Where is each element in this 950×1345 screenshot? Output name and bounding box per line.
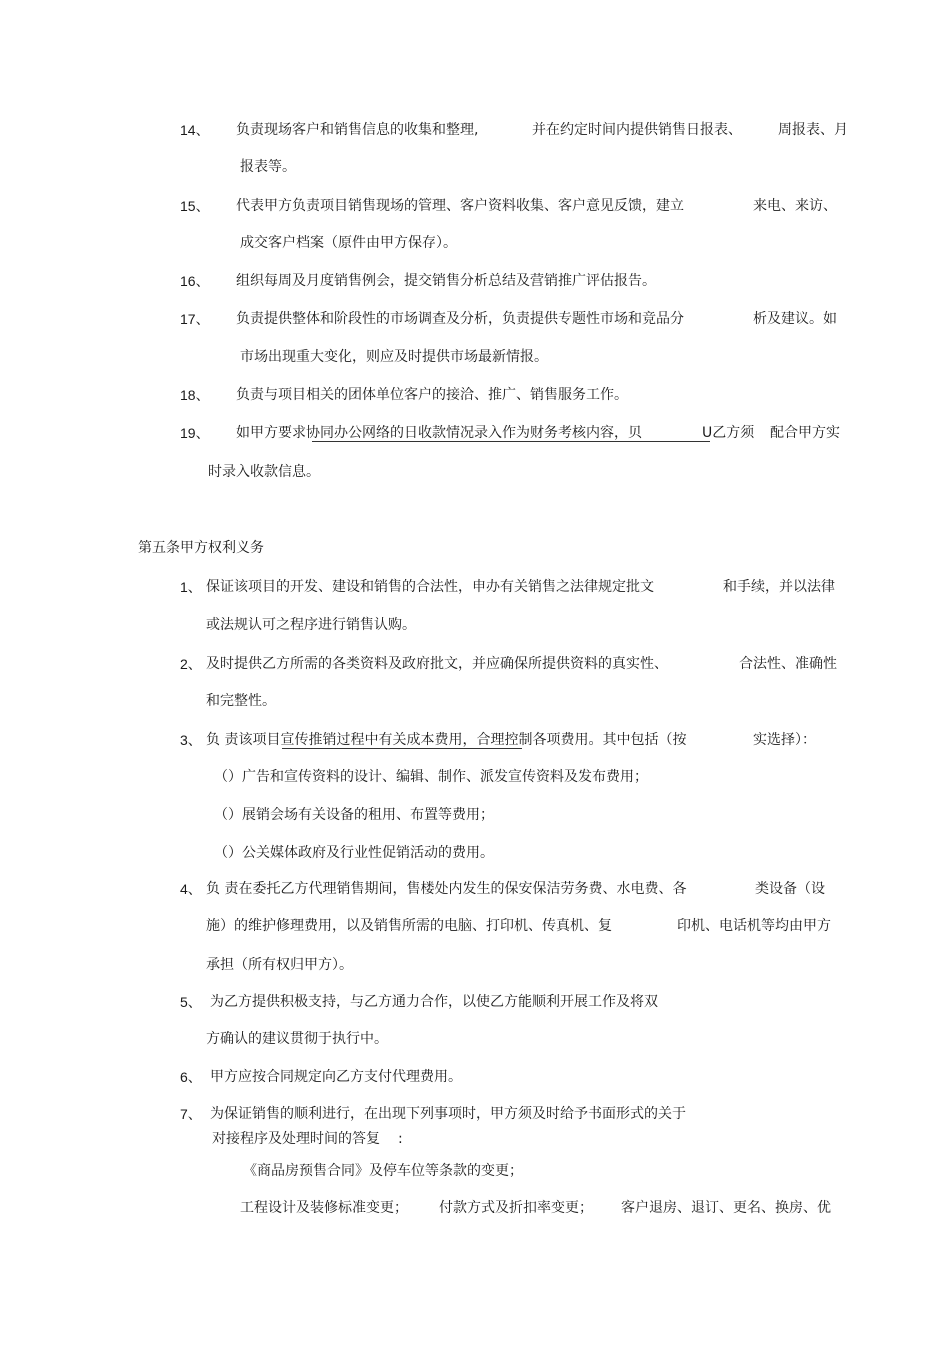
item-number: 7、 xyxy=(180,1106,202,1122)
clause-text: 如甲方要求协同办公网络的日收款情况录入作为财务考核内容，贝 xyxy=(236,425,642,441)
clause-text: 和手续，并以法律 xyxy=(723,579,835,595)
clause-text: 成交客户档案（原件由甲方保存）。 xyxy=(240,235,457,251)
clause-text: 及时提供乙方所需的各类资料及政府批文，并应确保所提供资料的真实性、 xyxy=(206,656,668,672)
clause-text: 负责与项目相关的团体单位客户的接洽、推广、销售服务工作。 xyxy=(236,387,628,403)
section-title: 第五条甲方权利义务 xyxy=(138,540,264,556)
clause-text: 工程设计及装修标准变更； xyxy=(240,1200,408,1216)
clause-text: 和完整性。 xyxy=(206,693,276,709)
clause-text: 负 责该项目宣传推销过程中有关成本费用，合理控制各项费用。其中包括（按 xyxy=(206,732,687,748)
sub-option: （）展销会场有关设备的租用、布置等费用； xyxy=(214,807,494,823)
clause-text: 或法规认可之程序进行销售认购。 xyxy=(206,617,416,633)
clause-text: 配合甲方实 xyxy=(770,425,840,441)
clause-text: 负 责在委托乙方代理销售期间，售楼处内发生的保安保洁劳务费、水电费、各 xyxy=(206,881,687,897)
clause-text: 负责现场客户和销售信息的收集和整理, xyxy=(236,122,479,138)
clause-text: 代表甲方负责项目销售现场的管理、客户资料收集、客户意见反馈，建立 xyxy=(236,198,684,214)
clause-text: 印机、电话机等均由甲方 xyxy=(677,918,831,934)
clause-text: 为保证销售的顺利进行，在出现下列事项时，甲方须及时给予书面形式的关于 xyxy=(210,1106,686,1122)
item-number: 3、 xyxy=(180,732,202,748)
clause-text: 实选择）： xyxy=(753,732,816,748)
item-number: 18、 xyxy=(180,387,210,403)
item-number: 19、 xyxy=(180,425,210,441)
clause-text: 付款方式及折扣率变更； xyxy=(439,1200,593,1216)
clause-text: 对接程序及处理时间的答复 xyxy=(212,1131,380,1147)
clause-text: 周报表、月 xyxy=(778,122,848,138)
item-number: 2、 xyxy=(180,656,202,672)
clause-text: 析及建议。如 xyxy=(753,311,837,327)
clause-text: 方确认的建议贯彻于执行中。 xyxy=(206,1031,388,1047)
underline xyxy=(312,441,710,442)
clause-text: U乙方须 xyxy=(702,425,755,441)
item-number: 17、 xyxy=(180,311,210,327)
clause-text: 类设备（设 xyxy=(755,881,825,897)
clause-text: 报表等。 xyxy=(240,159,296,175)
item-number: 16、 xyxy=(180,273,210,289)
item-number: 15、 xyxy=(180,198,210,214)
clause-text: : xyxy=(398,1131,403,1147)
clause-text: 负责提供整体和阶段性的市场调查及分析，负责提供专题性市场和竞品分 xyxy=(236,311,684,327)
clause-text: 合法性、准确性 xyxy=(739,656,837,672)
item-number: 1、 xyxy=(180,579,202,595)
clause-text: 施）的维护修理费用，以及销售所需的电脑、打印机、传真机、复 xyxy=(206,918,612,934)
clause-text: 《商品房预售合同》及停车位等条款的变更； xyxy=(243,1163,523,1179)
item-number: 4、 xyxy=(180,881,202,897)
clause-text: 组织每周及月度销售例会，提交销售分析总结及营销推广评估报告。 xyxy=(236,273,656,289)
clause-text: 市场出现重大变化，则应及时提供市场最新情报。 xyxy=(240,349,548,365)
clause-text: 客户退房、退订、更名、换房、优 xyxy=(621,1200,831,1216)
clause-text: 甲方应按合同规定向乙方支付代理费用。 xyxy=(210,1069,462,1085)
clause-text: 来电、来访、 xyxy=(753,198,837,214)
underline xyxy=(282,748,522,749)
clause-text: 承担（所有权归甲方）。 xyxy=(206,957,353,973)
clause-text: 保证该项目的开发、建设和销售的合法性，申办有关销售之法律规定批文 xyxy=(206,579,654,595)
clause-text: 为乙方提供积极支持，与乙方通力合作，以使乙方能顺利开展工作及将双 xyxy=(210,994,658,1010)
clause-text: 时录入收款信息。 xyxy=(208,464,320,480)
sub-option: （）广告和宣传资料的设计、编辑、制作、派发宣传资料及发布费用； xyxy=(214,769,648,785)
item-number: 6、 xyxy=(180,1069,202,1085)
clause-text: 并在约定时间内提供销售日报表、 xyxy=(532,122,742,138)
sub-option: （）公关媒体政府及行业性促销活动的费用。 xyxy=(214,845,494,861)
item-number: 5、 xyxy=(180,994,202,1010)
item-number: 14、 xyxy=(180,122,210,138)
